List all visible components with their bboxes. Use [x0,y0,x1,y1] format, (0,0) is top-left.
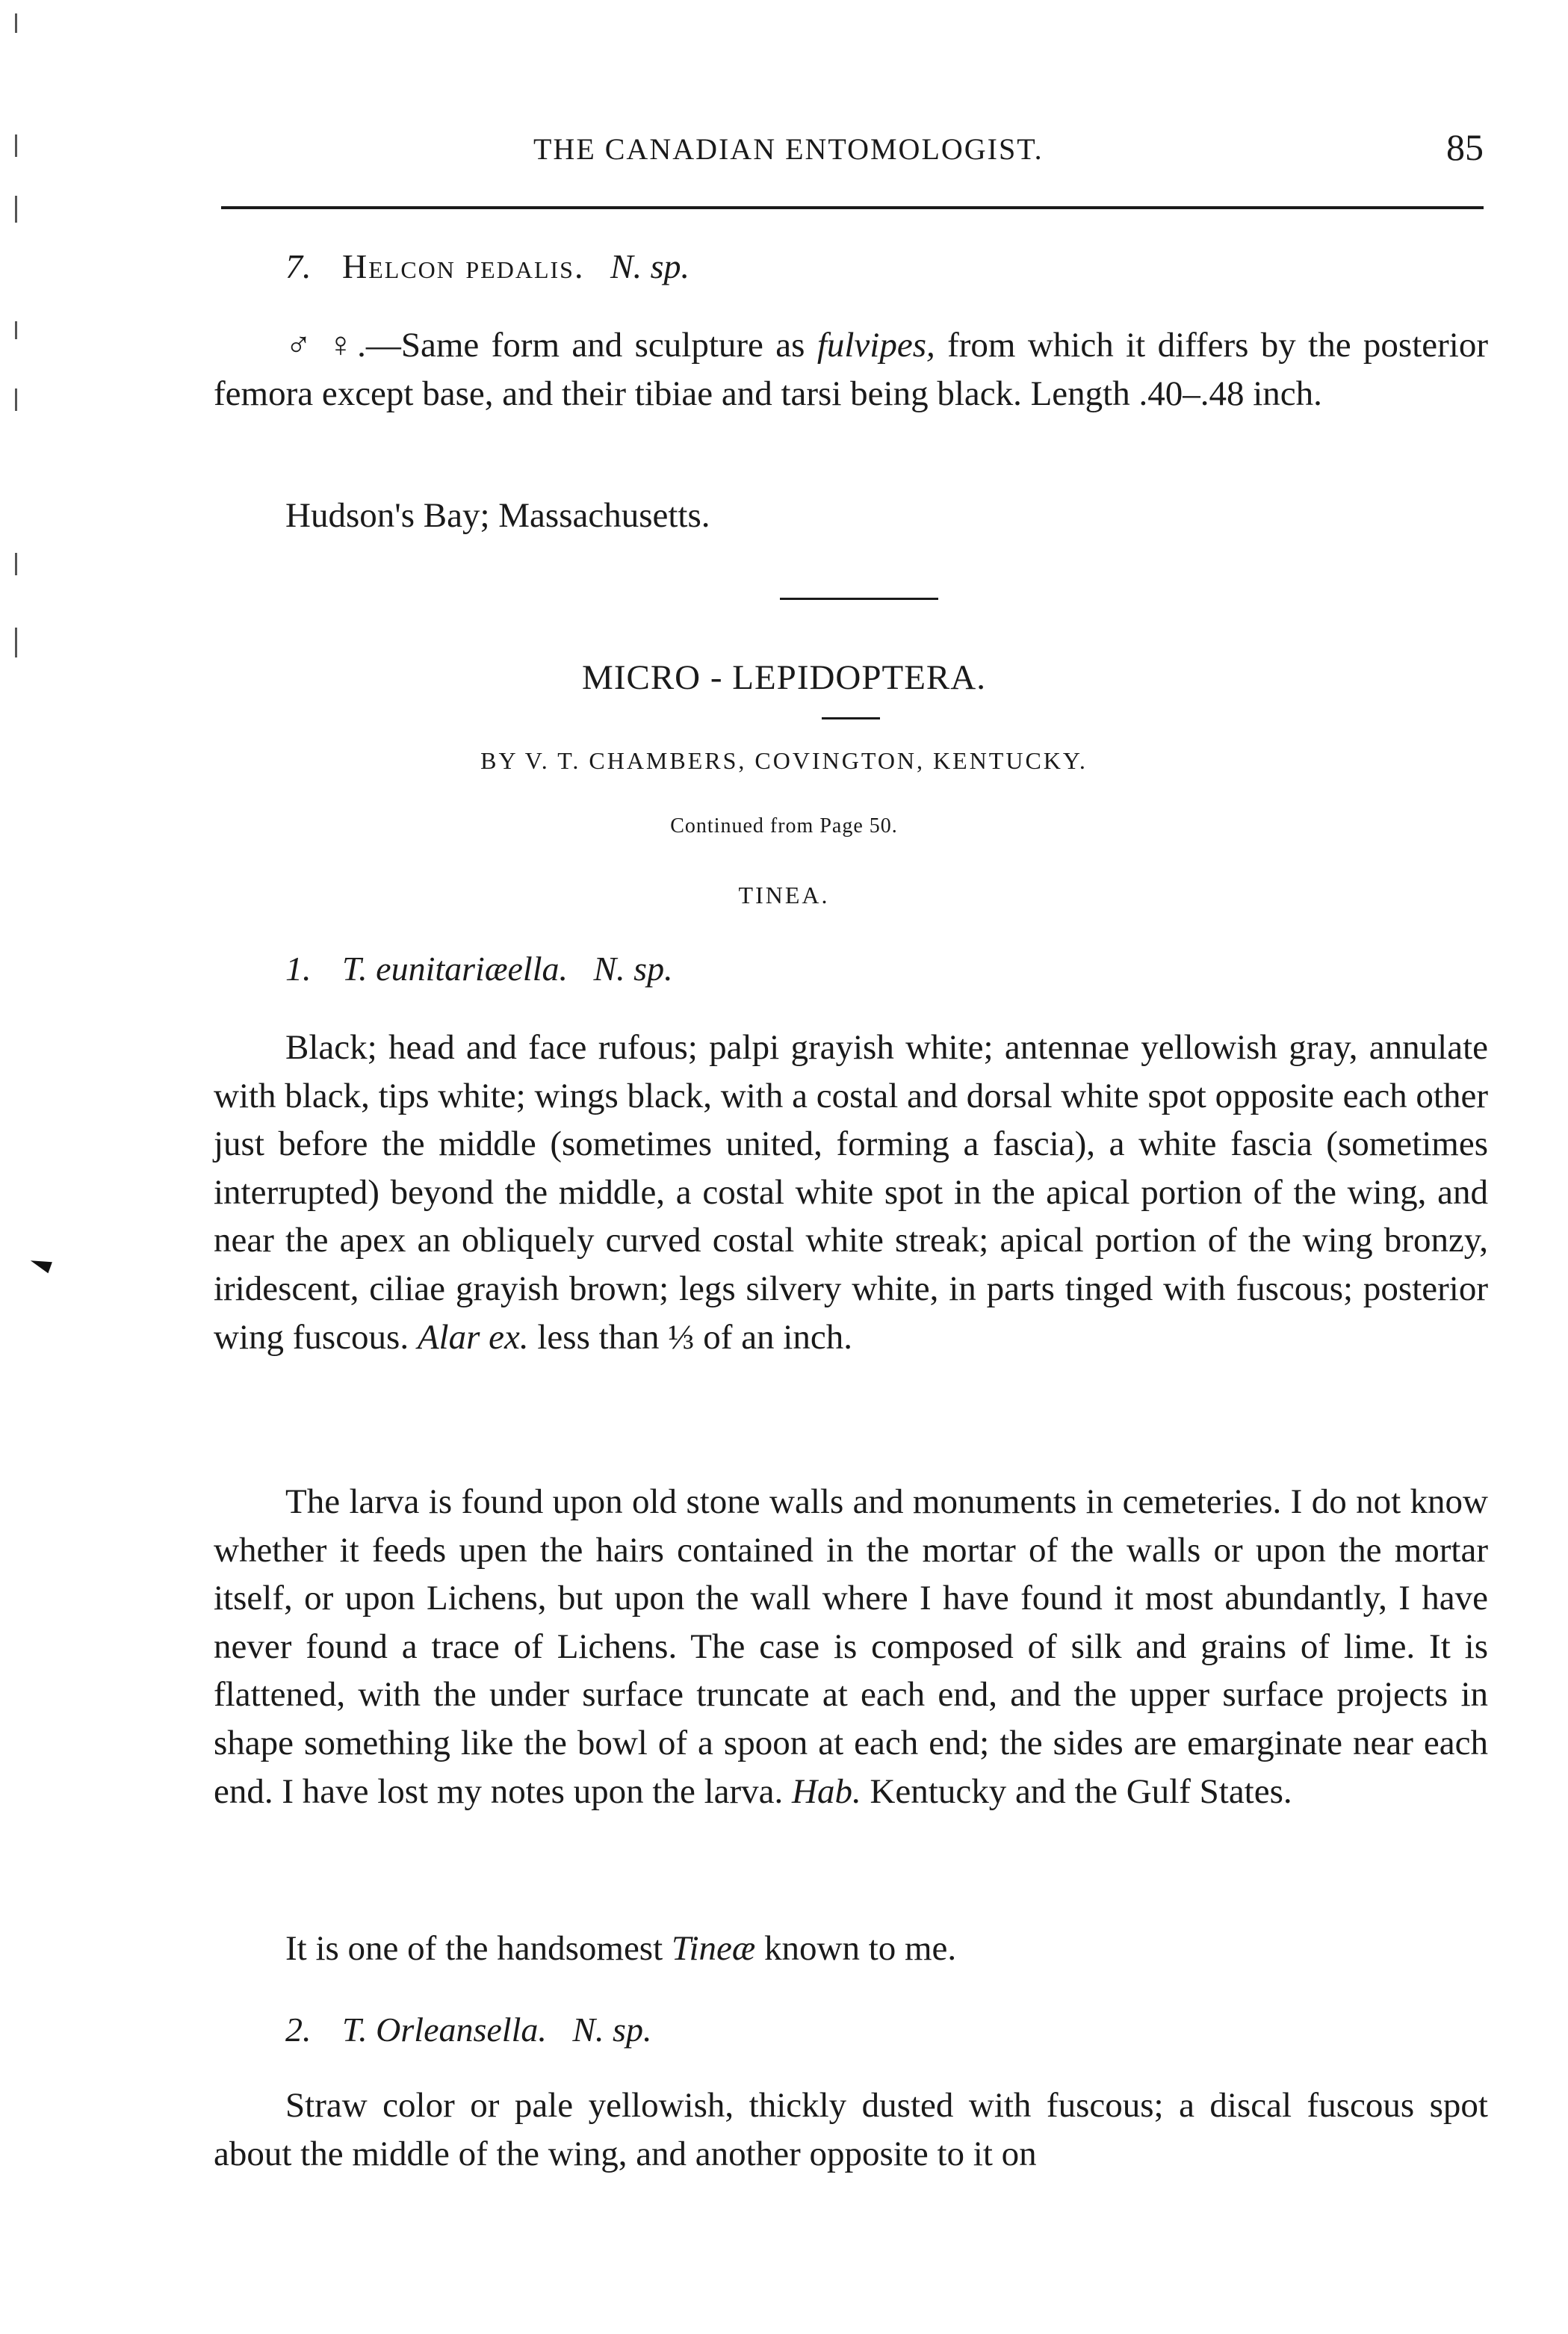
description-text: Black; head and face rufous; palpi grayish white; antennae yellowish gray, annulate with black, tips white; wings black, with a costal and dorsal white spot opposite each other just before the middle (sometimes united, forming a fascia), a white fascia (sometimes interrupted) beyond the middle, a costal white spot in the apical portion of the wing, and near the apex an obliquely curved costal white streak; apical portion of the wing bronzy, iridescent, ciliae grayish brown; legs silvery white, in parts tinged with fuscous; posterior wing fuscous. [214,1028,1488,1357]
species-status: N. sp. [593,950,673,988]
running-title: THE CANADIAN ENTOMOLOGIST. [533,132,1044,166]
article-title: MICRO - LEPIDOPTERA. [582,658,986,697]
margin-mark [15,389,17,411]
helcon-entry [214,247,1488,286]
remark-text: known to me. [755,1929,957,1968]
title-rule [822,717,880,719]
genus-heading: TINEA. [738,882,830,908]
species-1-remark [214,1925,1488,1973]
species-number: 1. [285,950,312,988]
species-name: T. eunitariæella. [342,950,568,988]
helcon-description [214,321,1488,418]
species-number: 7. [285,247,312,285]
species-1-description [214,1024,1488,1361]
margin-mark [15,13,17,33]
species-heading [214,247,1488,286]
sex-symbols: ♂ ♀. [285,326,366,365]
running-head [221,126,1484,170]
margin-mark [15,553,17,575]
larva-italic: Hab. [792,1771,861,1811]
header-rule [221,206,1484,209]
species-1-heading [214,949,1488,988]
article-byline: BY V. T. CHAMBERS, COVINGTON, KENTUCKY. [480,747,1088,774]
description-italic: Alar ex. [417,1317,529,1357]
page-number: 85 [1446,126,1484,168]
larva-text: Kentucky and the Gulf States. [861,1771,1292,1811]
larva-text: The larva is found upon old stone walls and monuments in cemeteries. I do not know whether it feeds upen the hairs contained in the mortar of the walls or upon the mortar itself, or upon Lichens, but upon the wall where I have found it most abundantly, I have never found a trace of Lichens. The case is composed of silk and grains of lime. It is flattened, with the under surface truncate at each end, and the upper surface projects in shape something like the bowl of a spoon at each end; the sides are emarginate near each end. I have lost my notes upon the larva. [214,1482,1488,1811]
description-text: from which it differs by the posterior femora except base, and their tibiae and tarsi being black. Length .40–.48 inch. [214,326,1488,413]
section-rule [780,598,938,600]
species-name: T. Orleansella. [342,2010,547,2049]
species-status: N. sp. [610,247,690,285]
margin-mark [15,196,17,223]
species-2-description [214,2081,1488,2178]
localities-text: Hudson's Bay; Massachusetts. [285,496,710,535]
margin-mark [15,628,17,657]
species-1-larva [214,1478,1488,1815]
description-text: —Same form and sculpture as [365,326,817,365]
species-number: 2. [285,2010,312,2049]
continued-note: Continued from Page 50. [670,814,898,838]
species-status: N. sp. [572,2010,652,2049]
description-italic: fulvipes, [816,326,935,365]
description-text: Straw color or pale yellowish, thickly dusted with fuscous; a discal fuscous spot about the middle of the wing, and another opposite to it on [214,2086,1488,2173]
species-name: Helcon pedalis. [342,247,585,285]
description-text: less than ⅓ of an inch. [528,1317,852,1357]
margin-mark [15,134,17,157]
remark-text: It is one of the handsomest [285,1929,672,1968]
margin-mark [15,321,17,339]
helcon-localities [214,492,1488,540]
margin-arrow-mark [28,1255,52,1274]
remark-italic: Tineæ [671,1929,756,1968]
species-2-heading [214,2010,1488,2049]
